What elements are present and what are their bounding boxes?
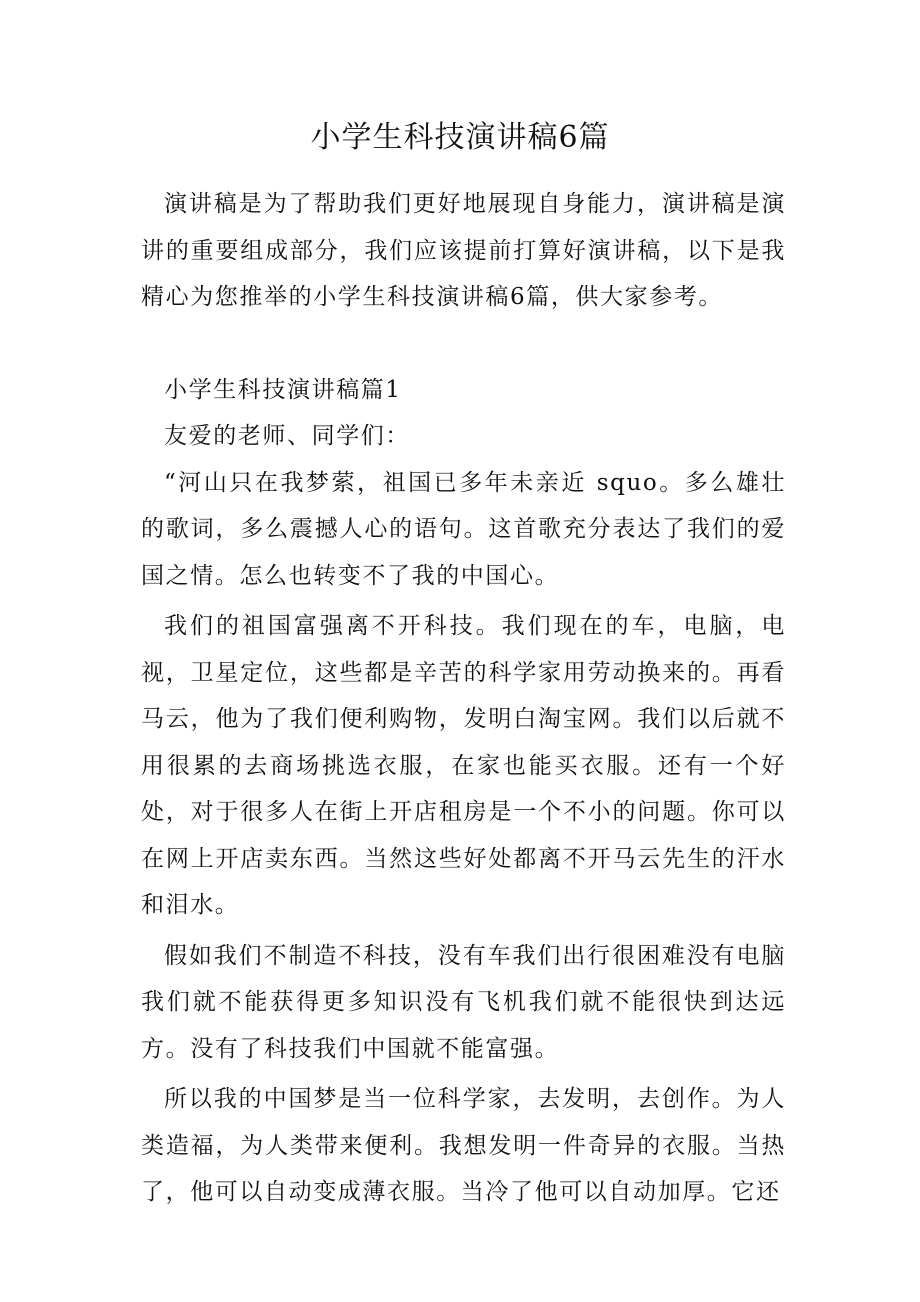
intro-paragraph: 演讲稿是为了帮助我们更好地展现自身能力，演讲稿是演讲的重要组成部分，我们应该提前打算好演讲稿，以下是我精心为您推举的小学生科技演讲稿6篇，供大家参考。: [141, 191, 786, 310]
section-spacer: [141, 321, 786, 367]
body-paragraph-2: 我们的祖国富强离不开科技。我们现在的车，电脑，电视，卫星定位，这些都是辛苦的科学家用劳动换来的。再看马云，他为了我们便利购物，发明白淘宝网。我们以后就不用很累的去商场挑选衣服，在家也能买衣服。还有一个好处，对于很多人在街上开店租房是一个不小的问题。你可以在网上开店卖东西。当然这些好处都离不开马云先生的汗水和泪水。: [141, 613, 786, 918]
salutation: 友爱的老师、同学们：: [164, 423, 410, 449]
section-heading: 小学生科技演讲稿篇1: [164, 376, 402, 403]
body-paragraph-1: “河山只在我梦萦，祖国已多年未亲近 squo。多么雄壮的歌词，多么震撼人心的语句。这首歌充分表达了我们的爱国之情。怎么也转变不了我的中国心。: [141, 469, 786, 589]
body-paragraph-3: 假如我们不制造不科技，没有车我们出行很困难没有电脑我们就不能获得更多知识没有飞机我们就不能很快到达远方。没有了科技我们中国就不能富强。: [141, 942, 786, 1062]
document-body: [141, 181, 786, 1216]
document-title: 小学生科技演讲稿6篇: [310, 120, 610, 155]
body-paragraph-4: 所以我的中国梦是当一位科学家，去发明，去创作。为人类造福，为人类带来便利。我想发明一件奇异的衣服。当热了，他可以自动变成薄衣服。当冷了他可以自动加厚。它还: [141, 1086, 786, 1205]
